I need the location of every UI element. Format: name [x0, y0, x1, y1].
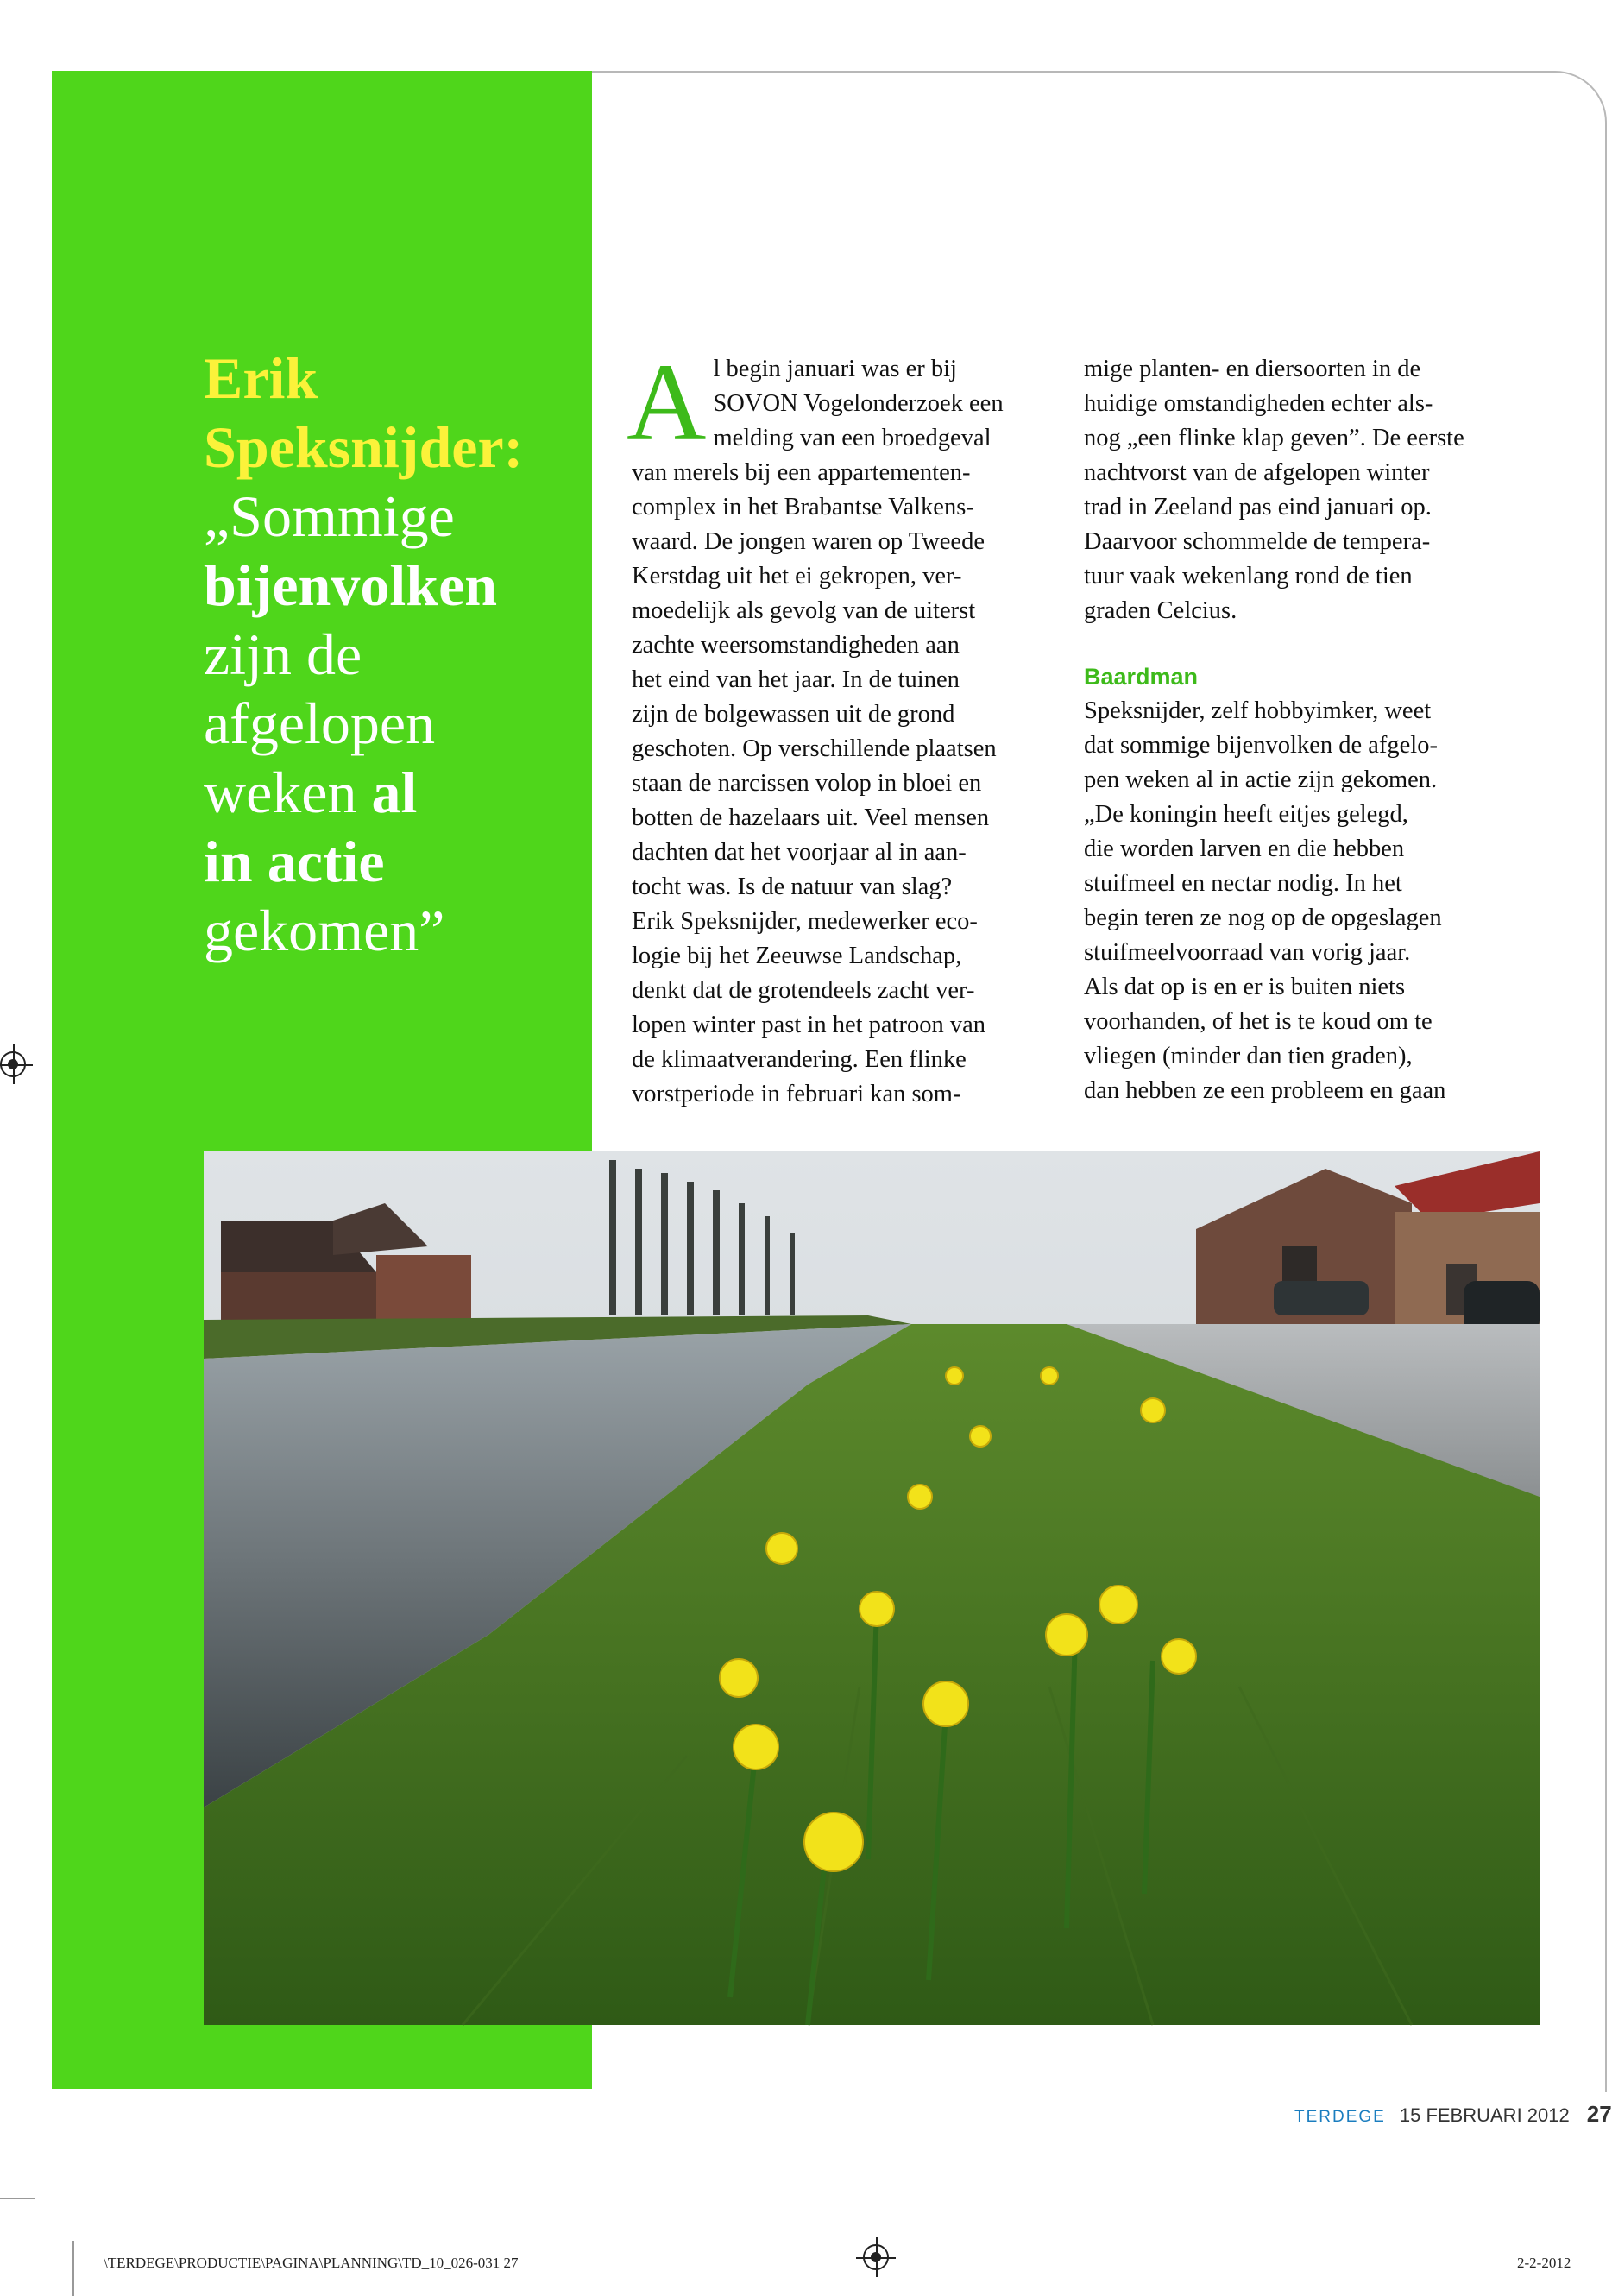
column-2b-line: dan hebben ze een probleem en gaan — [1084, 1077, 1446, 1104]
column-2a-line: mige planten- en diersoorten in de — [1084, 356, 1421, 382]
column-2b-line: Als dat op is en er is buiten niets — [1084, 974, 1406, 1000]
drop-cap: A — [627, 341, 707, 464]
quote-text-4: afgelopen — [204, 691, 436, 756]
subheading-baardman: Baardman — [1084, 664, 1199, 690]
column-2b-line: Speksnijder, zelf hobbyimker, weet — [1084, 697, 1432, 724]
print-slug-date: 2-2-2012 — [1517, 2255, 1571, 2271]
column-1-line: melding van een broedgeval — [713, 425, 992, 451]
column-2a-line: trad in Zeeland pas eind januari op. — [1084, 494, 1432, 520]
column-2a-line: Daarvoor schommelde de tempera- — [1084, 528, 1431, 555]
quote-text-6: al — [371, 760, 418, 825]
column-1-line: l begin januari was er bij — [713, 356, 957, 382]
column-2b-line: stuifmeel en nectar nodig. In het — [1084, 870, 1402, 897]
column-1-line: waard. De jongen waren op Tweede — [632, 528, 985, 555]
column-1-line: complex in het Brabantse Valkens- — [632, 494, 974, 520]
column-2a-line: graden Celcius. — [1084, 597, 1237, 624]
publication-name: TERDEGE — [1294, 2108, 1386, 2126]
quote-text-3: zijn de — [204, 621, 362, 687]
column-2b-line: stuifmeelvoorraad van vorig jaar. — [1084, 939, 1411, 966]
quote-text-5: weken — [204, 760, 357, 825]
column-1-line: botten de hazelaars uit. Veel mensen — [632, 804, 990, 831]
column-1-line: van merels bij een appartementen- — [632, 459, 971, 486]
column-1-line: het eind van het jaar. In de tuinen — [632, 666, 960, 693]
column-2b-line: begin teren ze nog op de opgeslagen — [1084, 905, 1442, 931]
page-number: 27 — [1586, 2101, 1612, 2127]
article-column-2 — [1084, 352, 1515, 1108]
article-column-1 — [627, 341, 1063, 1112]
pull-quote — [204, 344, 575, 965]
column-1-line: lopen winter past in het patroon van — [632, 1012, 985, 1038]
photo-illustration — [204, 1151, 1540, 2025]
column-1-line: vorstperiode in februari kan som- — [632, 1081, 961, 1107]
quote-text-8: gekomen” — [204, 898, 445, 963]
column-2b-line: voorhanden, of het is te koud om te — [1084, 1008, 1433, 1035]
column-2a-line: huidige omstandigheden echter als- — [1084, 390, 1433, 417]
column-1-line: logie bij het Zeeuwse Landschap, — [632, 943, 962, 969]
column-1-line: tocht was. Is de natuur van slag? — [632, 874, 953, 900]
column-2b-line: die worden larven en die hebben — [1084, 836, 1405, 862]
column-1-line: moedelijk als gevolg van de uiterst — [632, 597, 976, 624]
registration-mark-left-icon — [0, 1051, 26, 1077]
column-2a-line: nachtvorst van de afgelopen winter — [1084, 459, 1430, 486]
column-1-line: Kerstdag uit het ei gekropen, ver- — [632, 563, 962, 590]
column-2-text-b — [1084, 694, 1515, 1108]
column-1-line: staan de narcissen volop in bloei en — [632, 770, 982, 797]
column-1-text — [632, 352, 1063, 1112]
column-2b-line: dat sommige bijenvolken de afgelo- — [1084, 732, 1438, 759]
column-1-line: de klimaatverandering. Een flinke — [632, 1046, 967, 1073]
quote-speaker-name: Erik Speksnijder: — [204, 345, 524, 480]
column-2-text-a — [1084, 352, 1515, 628]
column-1-line: Erik Speksnijder, medewerker eco- — [632, 908, 978, 935]
column-2b-line: pen weken al in actie zijn gekomen. — [1084, 766, 1438, 793]
column-2b-line: „De koningin heeft eitjes gelegd, — [1084, 801, 1408, 828]
column-1-line: zachte weersomstandigheden aan — [632, 632, 960, 659]
crop-mark-horizontal — [0, 2198, 35, 2199]
quote-text-1: „Sommige — [204, 483, 455, 549]
column-2b-line: vliegen (minder dan tien graden), — [1084, 1043, 1413, 1069]
column-2a-line: tuur vaak wekenlang rond de tien — [1084, 563, 1413, 590]
column-2a-line: nog „een flinke klap geven”. De eerste — [1084, 425, 1464, 451]
daffodils-canal-photo — [204, 1151, 1540, 2025]
column-1-line: SOVON Vogelonderzoek een — [713, 390, 1004, 417]
registration-mark-bottom-icon — [863, 2244, 889, 2270]
quote-text-7: in actie — [204, 829, 385, 894]
column-1-line: geschoten. Op verschillende plaatsen — [632, 735, 997, 762]
page-footer — [1294, 2101, 1612, 2128]
print-slug-path: \TERDEGE\PRODUCTIE\PAGINA\PLANNING\TD_10_026-031 27 — [104, 2255, 519, 2271]
crop-mark-vertical — [72, 2241, 74, 2296]
column-1-line: dachten dat het voorjaar al in aan- — [632, 839, 967, 866]
column-1-line: zijn de bolgewassen uit de grond — [632, 701, 955, 728]
quote-text-2: bijenvolken — [204, 552, 498, 618]
column-1-line: denkt dat de grotendeels zacht ver- — [632, 977, 975, 1004]
issue-date: 15 FEBRUARI 2012 — [1399, 2104, 1570, 2126]
